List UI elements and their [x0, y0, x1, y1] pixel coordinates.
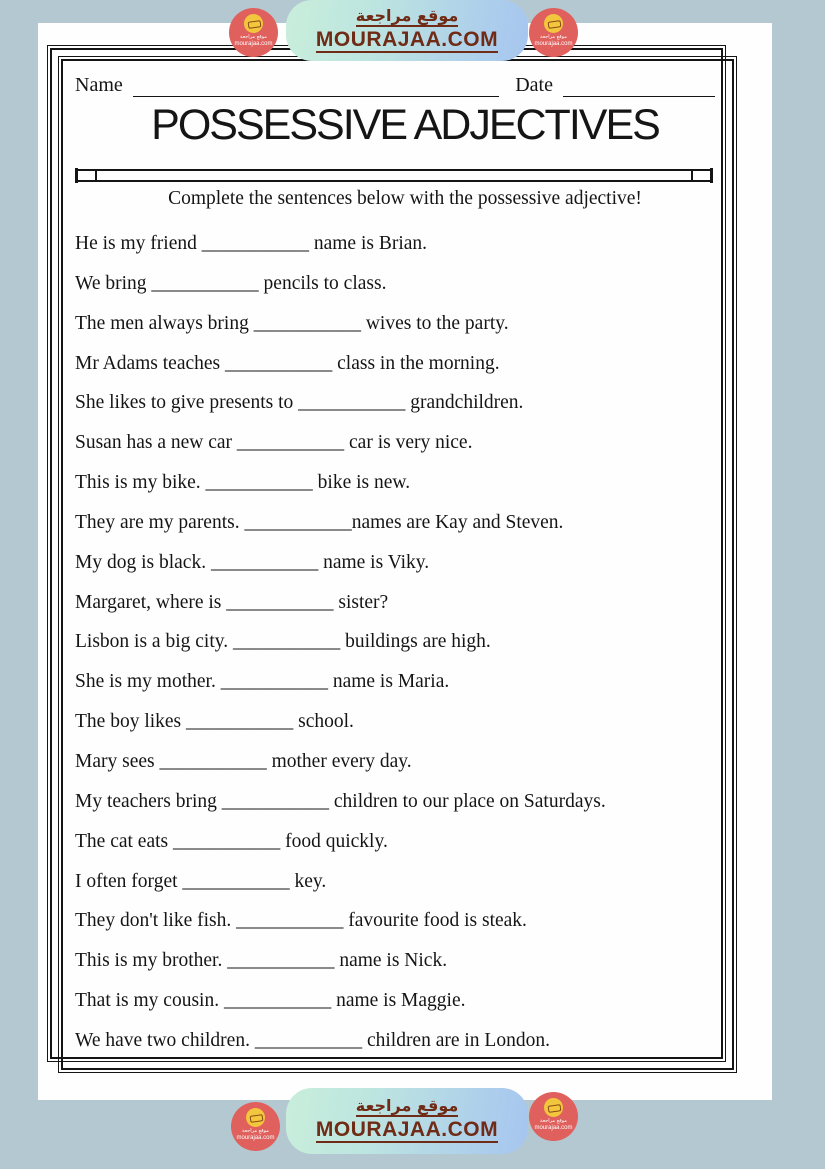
sentence-line: The boy likes ___________ school. — [75, 711, 354, 733]
bottom-banner-site-link[interactable]: MOURAJAA.COM — [315, 1118, 499, 1142]
title-divider — [75, 168, 713, 183]
sentence-line: Lisbon is a big city. ___________ buildings are high. — [75, 631, 491, 653]
sentence-line: She likes to give presents to ___________ grandchildren. — [75, 392, 524, 414]
book-logo-icon — [244, 14, 263, 33]
top-right-logo-badge — [529, 8, 578, 57]
sentence-line: My dog is black. ___________ name is Viky. — [75, 551, 430, 573]
instruction-text: Complete the sentences below with the possessive adjective! — [168, 188, 642, 209]
divider-right-tick — [691, 169, 693, 182]
bottom-banner-arabic-text: موقع مراجعة — [356, 1096, 459, 1117]
name-date-row — [75, 73, 715, 97]
sentence-line: They are my parents. ___________names are Kay and Steven. — [75, 511, 564, 533]
sentence-line: Mary sees ___________ mother every day. — [75, 750, 412, 772]
top-banner[interactable] — [286, 0, 528, 61]
top-banner-arabic-text: موقع مراجعة — [356, 6, 459, 27]
page-title: POSSESSIVE ADJECTIVES — [151, 101, 659, 149]
date-label: Date — [515, 74, 553, 96]
divider-left-tick — [95, 169, 97, 182]
badge-url-text: mourajaa.com — [234, 40, 273, 47]
badge-arabic-text: موقع مراجعة — [242, 1128, 269, 1134]
sentence-line: They don't like fish. ___________ favourite food is steak. — [75, 910, 527, 932]
badge-url-text: mourajaa.com — [236, 1134, 275, 1141]
book-logo-icon — [544, 14, 563, 33]
sentence-line: The men always bring ___________ wives to the party. — [75, 312, 509, 334]
badge-arabic-text: موقع مراجعة — [540, 1118, 567, 1124]
name-label: Name — [75, 74, 123, 96]
sentence-line: That is my cousin. ___________ name is Maggie. — [75, 990, 466, 1012]
sentence-line: This is my bike. ___________ bike is new. — [75, 472, 411, 494]
sentence-line: Susan has a new car ___________ car is very nice. — [75, 432, 473, 454]
badge-arabic-text: موقع مراجعة — [540, 34, 567, 40]
sentence-line: Mr Adams teaches ___________ class in the morning. — [75, 352, 500, 374]
sentence-line: Margaret, where is ___________ sister? — [75, 591, 389, 613]
bottom-banner[interactable] — [286, 1088, 528, 1154]
sentence-line: We have two children. ___________ children are in London. — [75, 1029, 550, 1051]
book-logo-icon — [544, 1098, 563, 1117]
sentence-line: She is my mother. ___________ name is Maria. — [75, 671, 450, 693]
sentence-list — [75, 224, 752, 1061]
bottom-right-logo-badge — [529, 1092, 578, 1141]
badge-url-text: mourajaa.com — [534, 40, 573, 47]
badge-arabic-text: موقع مراجعة — [240, 34, 267, 40]
badge-url-text: mourajaa.com — [534, 1124, 573, 1131]
book-logo-icon — [246, 1108, 265, 1127]
top-left-logo-badge — [229, 8, 278, 57]
sentence-line: I often forget ___________ key. — [75, 870, 327, 892]
date-blank-line[interactable] — [563, 73, 715, 97]
name-blank-line[interactable] — [133, 73, 499, 97]
sentence-line: The cat eats ___________ food quickly. — [75, 830, 388, 852]
sentence-line: We bring ___________ pencils to class. — [75, 272, 387, 294]
sentence-line: He is my friend ___________ name is Brian. — [75, 233, 428, 254]
sentence-line: This is my brother. ___________ name is Nick. — [75, 950, 448, 972]
top-banner-site-link[interactable]: MOURAJAA.COM — [315, 28, 499, 52]
sentence-line: My teachers bring ___________ children to our place on Saturdays. — [75, 790, 606, 812]
bottom-left-logo-badge — [231, 1102, 280, 1151]
worksheet-paper — [38, 23, 772, 1100]
